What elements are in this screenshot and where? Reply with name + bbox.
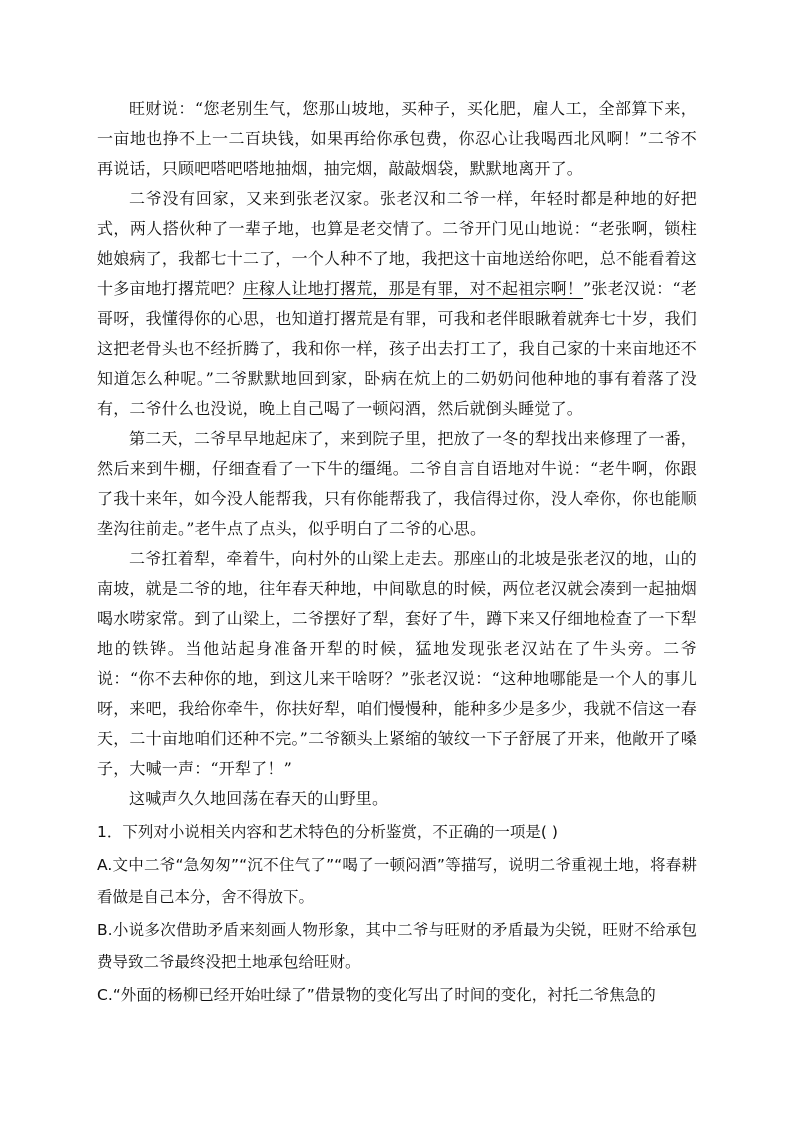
paragraph-text: ”张老汉说：“老哥呀，我懂得你的心思，也知道打撂荒是有罪，可我和老伴眼瞅着就奔七十岁，我们这把老骨头也不经折腾了，我和你一样，孩子出去打工了，我自己家的十来亩地还不知道怎么种呢。”二爷默默地回到家，卧病在炕上的二奶奶问他种地的事有着落了没有，二爷什么也没说，晚上自己喝了一顿闷酒，然后就倒头睡觉了。 — [97, 279, 697, 418]
story-text — [97, 94, 697, 814]
option-a: A.文中二爷“急匆匆”“沉不住气了”“喝了一顿闷酒”等描写，说明二爷重视土地，将春耕看做是自己本分，舍不得放下。 — [97, 855, 697, 906]
paragraph-second-day: 第二天，二爷早早地起床了，来到院子里，把放了一冬的犁找出来修理了一番，然后来到牛棚，仔细查看了一下牛的缰绳。二爷自言自语地对牛说：“老牛啊，你跟了我十来年，如今没人能帮我，只有你能帮我了，我信得过你，没人牵你，你也能顺垄沟往前走。”老牛点了点头，似乎明白了二爷的心思。 — [97, 429, 697, 538]
paragraph-text: 二爷没有回家，又来到张老汉家。张老汉和二爷一样，年轻时都是种地的好把式，两人搭伙种了一辈子地，也算是老交情了。二爷开门见山地说：“老张啊，锁柱她娘病了，我都七十二了，一个人种不了地，我把这十亩地送给你吧，总不能看着这十多亩地打撂荒吧？ — [97, 189, 697, 298]
document-page — [97, 93, 697, 1011]
paragraph-wangcai: 旺财说：“您老别生气，您那山坡地，买种子，买化肥，雇人工，全部算下来，一亩地也挣不上一二百块钱，如果再给你承包费，你忍心让我喝西北风啊！”二爷不再说话，只顾吧嗒吧嗒地抽烟，抽完烟，敲敲烟袋，默默地离开了。 — [97, 99, 697, 178]
question-block — [97, 816, 697, 1011]
paragraph-zhang-laohan — [97, 184, 697, 424]
question-stem: 1．下列对小说相关内容和艺术特色的分析鉴赏，不正确的一项是( ) — [97, 823, 558, 841]
underlined-sentence: 庄稼人让地打撂荒，那是有罪，对不起祖宗啊！ — [242, 279, 584, 298]
option-b: B.小说多次借助矛盾来刻画人物形象，其中二爷与旺财的矛盾最为尖锐，旺财不给承包费导致二爷最终没把土地承包给旺财。 — [97, 920, 697, 971]
paragraph-plowing: 二爷扛着犁，牵着牛，向村外的山梁上走去。那座山的北坡是张老汉的地，山的南坡，就是二爷的地，往年春天种地，中间歇息的时候，两位老汉就会凑到一起抽烟喝水唠家常。到了山梁上，二爷摆好了犁，套好了牛，蹲下来又仔细地检查了一下犁地的铁铧。当他站起身准备开犁的时候，猛地发现张老汉站在了牛头旁。二爷说：“你不去种你的地，到这儿来干啥呀？”张老汉说：“这种地哪能是一个人的事儿呀，来吧，我给你牵牛，你扶好犁，咱们慢慢种，能种多少是多少，我就不信这一春天，二十亩地咱们还种不完。”二爷额头上紧缩的皱纹一下子舒展了开来，他敞开了嗓子，大喊一声：“开犁了！” — [97, 549, 697, 778]
paragraph-ending: 这喊声久久地回荡在春天的山野里。 — [129, 789, 389, 808]
option-c: C.“外面的杨柳已经开始吐绿了”借景物的变化写出了时间的变化，衬托二爷焦急的 — [97, 985, 656, 1004]
